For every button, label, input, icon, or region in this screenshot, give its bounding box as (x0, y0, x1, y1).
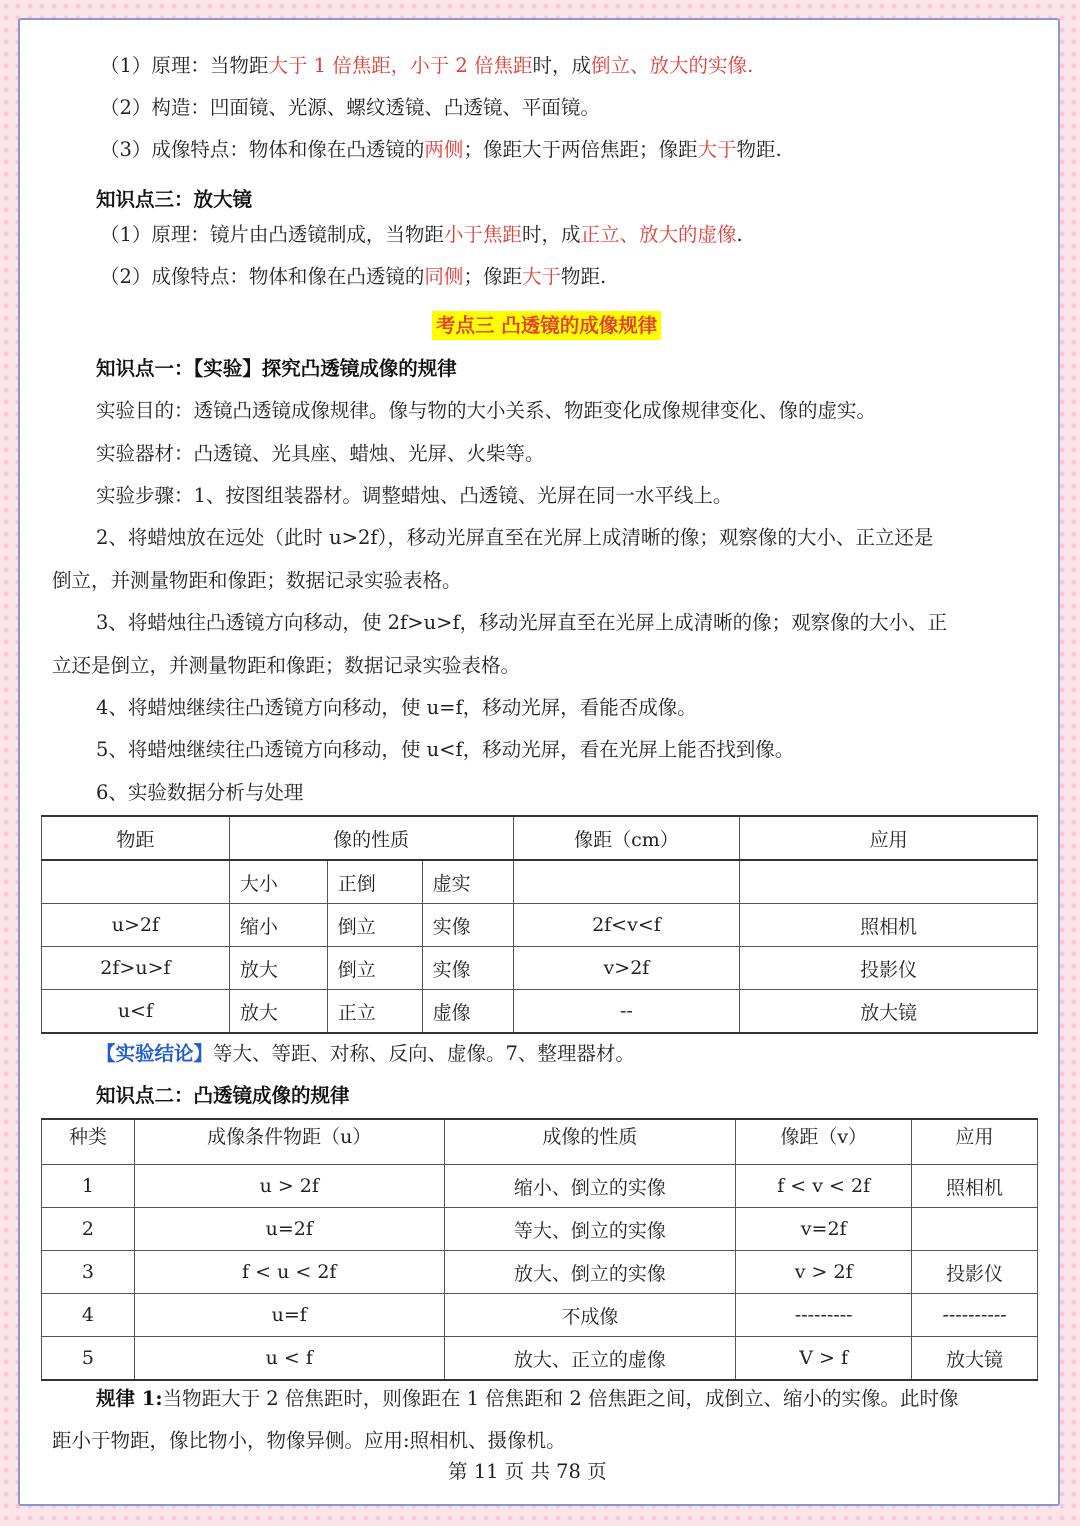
magnifier-principle (100, 221, 743, 249)
text: ；像距 (463, 265, 522, 288)
highlight-text: 两侧 (424, 138, 464, 161)
projector-principle (100, 52, 753, 80)
imaging-rules-table (41, 1118, 1038, 1381)
cell: 缩小 (229, 904, 327, 947)
rule1-line1 (96, 1385, 958, 1413)
text: 物距. (736, 138, 782, 161)
cell: 1 (42, 1165, 135, 1208)
text: （1）原理：镜片由凸透镜制成，当物距 (100, 223, 444, 246)
cell: u > 2f (134, 1165, 444, 1208)
cell: 等大、倒立的实像 (444, 1208, 736, 1251)
text: . (747, 54, 754, 77)
experiment-equipment: 实验器材：凸透镜、光具座、蜡烛、光屏、火柴等。 (96, 442, 545, 465)
conclusion-text: 等大、等距、对称、反向、虚像。7、整理器材。 (213, 1042, 635, 1065)
experiment-step2b: 倒立，并测量物距和像距；数据记录实验表格。 (52, 569, 462, 592)
cell: v>2f (513, 947, 740, 990)
empty-cell (42, 860, 230, 904)
cell: v=2f (736, 1208, 912, 1251)
header-cell: 种类 (42, 1119, 135, 1165)
cell: -- (513, 990, 740, 1034)
cell: f < u < 2f (134, 1251, 444, 1294)
section-title (432, 312, 661, 340)
highlight-text: 大于 1 倍焦距，小于 2 倍焦距 (268, 54, 533, 77)
text: （2）成像特点：物体和像在凸透镜的 (100, 265, 425, 288)
experiment-step4: 4、将蜡烛继续往凸透镜方向移动，使 u=f，移动光屏，看能否成像。 (96, 696, 697, 719)
cell (912, 1208, 1038, 1251)
magnifier-heading: 知识点三：放大镜 (96, 188, 253, 211)
header-cell: 应用 (740, 816, 1038, 860)
projector-features (100, 136, 782, 164)
conclusion-label: 【实验结论】 (96, 1042, 214, 1065)
cell: f < v < 2f (736, 1165, 912, 1208)
experiment-step2a: 2、将蜡烛放在远处（此时 u>2f），移动光屏直至在光屏上成清晰的像；观察像的大小、正立还是 (96, 526, 934, 549)
header-cell: 像距（cm） (513, 816, 740, 860)
highlight-text: 同侧 (424, 265, 464, 288)
cell: 放大镜 (740, 990, 1038, 1034)
cell: 照相机 (740, 904, 1038, 947)
table-header-row (42, 1119, 1038, 1165)
highlight-text: 倒立、放大的实像 (591, 54, 748, 77)
header-cell: 像距（v） (736, 1119, 912, 1165)
experiment-conclusion (96, 1040, 635, 1068)
cell: 不成像 (444, 1294, 736, 1337)
experiment-heading: 知识点一：【实验】探究凸透镜成像的规律 (96, 357, 457, 380)
rule1-line2: 距小于物距，像比物小，物像异侧。应用:照相机、摄像机。 (52, 1429, 566, 1452)
text: （1）原理：当物距 (100, 54, 269, 77)
cell: 2f<v<f (513, 904, 740, 947)
cell: V > f (736, 1337, 912, 1381)
cell: 放大 (229, 947, 327, 990)
empty-cell (740, 860, 1038, 904)
header-cell: 像的性质 (229, 816, 513, 860)
rule-label: 规律 1: (96, 1387, 163, 1410)
cell: 实像 (422, 904, 513, 947)
cell: 正立 (327, 990, 422, 1034)
text: （3）成像特点：物体和像在凸透镜的 (100, 138, 425, 161)
experiment-data-table (41, 815, 1038, 1034)
section-title-text: 考点三 凸透镜的成像规律 (432, 311, 661, 340)
table-row (42, 947, 1038, 990)
text: 物距. (560, 265, 607, 288)
rules-heading: 知识点二：凸透镜成像的规律 (96, 1084, 350, 1107)
cell: 放大、正立的虚像 (444, 1337, 736, 1381)
cell: --------- (736, 1294, 912, 1337)
cell: u=f (134, 1294, 444, 1337)
page-footer: 第 11 页 共 78 页 (448, 1460, 607, 1483)
cell: 放大 (229, 990, 327, 1034)
cell: ---------- (912, 1294, 1038, 1337)
table-row (42, 1337, 1038, 1381)
table-row (42, 1165, 1038, 1208)
cell: 倒立 (327, 947, 422, 990)
header-cell: 成像条件物距（u） (134, 1119, 444, 1165)
cell: 倒立 (327, 904, 422, 947)
cell: u < f (134, 1337, 444, 1381)
cell: 5 (42, 1337, 135, 1381)
text: 时，成 (532, 54, 592, 77)
highlight-text: 大于 (697, 138, 737, 161)
highlight-text: 正立、放大的虚像 (580, 223, 737, 246)
subheader-cell: 正倒 (327, 860, 422, 904)
highlight-text: 小于焦距 (443, 223, 522, 246)
cell: v > 2f (736, 1251, 912, 1294)
experiment-step6: 6、实验数据分析与处理 (96, 781, 304, 804)
table-row (42, 990, 1038, 1034)
experiment-step3b: 立还是倒立，并测量物距和像距；数据记录实验表格。 (52, 654, 521, 677)
cell: 虚像 (422, 990, 513, 1034)
table-row (42, 1251, 1038, 1294)
cell: u<f (42, 990, 230, 1034)
experiment-step1: 实验步骤：1、按图组装器材。调整蜡烛、凸透镜、光屏在同一水平线上。 (96, 484, 733, 507)
header-cell: 应用 (912, 1119, 1038, 1165)
cell: 4 (42, 1294, 135, 1337)
text: ；像距大于两倍焦距；像距 (463, 138, 698, 161)
header-cell: 成像的性质 (444, 1119, 736, 1165)
cell: u>2f (42, 904, 230, 947)
cell: 3 (42, 1251, 135, 1294)
cell: 照相机 (912, 1165, 1038, 1208)
cell: 放大镜 (912, 1337, 1038, 1381)
table-row (42, 1208, 1038, 1251)
rule-text: 当物距大于 2 倍焦距时，则像距在 1 倍焦距和 2 倍焦距之间，成倒立、缩小的实像。此时像 (162, 1387, 959, 1410)
projector-structure: （2）构造：凹面镜、光源、螺纹透镜、凸透镜、平面镜。 (100, 96, 600, 119)
experiment-step5: 5、将蜡烛继续往凸透镜方向移动，使 u<f，移动光屏，看在光屏上能否找到像。 (96, 738, 795, 761)
magnifier-features (100, 263, 606, 291)
header-cell: 物距 (42, 816, 230, 860)
empty-cell (513, 860, 740, 904)
table-header-row (42, 816, 1038, 860)
experiment-step3a: 3、将蜡烛往凸透镜方向移动，使 2f>u>f，移动光屏直至在光屏上成清晰的像；观察像的大小、正 (96, 611, 948, 634)
cell: 投影仪 (912, 1251, 1038, 1294)
cell: 实像 (422, 947, 513, 990)
cell: u=2f (134, 1208, 444, 1251)
text: . (736, 223, 743, 246)
text: 时，成 (521, 223, 581, 246)
subheader-cell: 大小 (229, 860, 327, 904)
table-row (42, 904, 1038, 947)
cell: 缩小、倒立的实像 (444, 1165, 736, 1208)
cell: 2f>u>f (42, 947, 230, 990)
table-subheader-row (42, 860, 1038, 904)
experiment-purpose: 实验目的：透镜凸透镜成像规律。像与物的大小关系、物距变化成像规律变化、像的虚实。 (96, 399, 877, 422)
subheader-cell: 虚实 (422, 860, 513, 904)
highlight-text: 大于 (521, 265, 561, 288)
cell: 投影仪 (740, 947, 1038, 990)
cell: 2 (42, 1208, 135, 1251)
table-row (42, 1294, 1038, 1337)
cell: 放大、倒立的实像 (444, 1251, 736, 1294)
